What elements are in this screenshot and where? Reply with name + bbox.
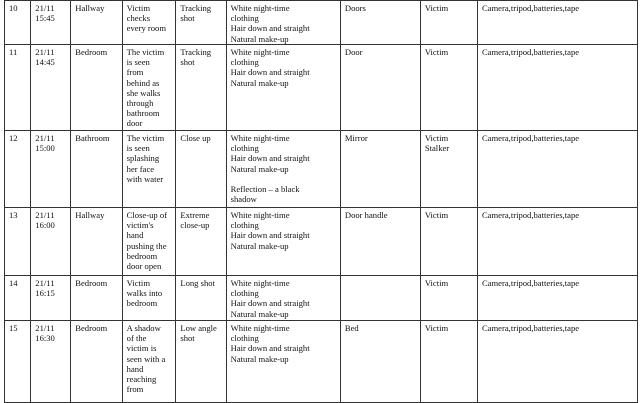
actors-cell: Victim Stalker [420,131,477,208]
description-cell: The victim is seen splashing her face with water [122,131,176,208]
props-cell: Door handle [340,208,420,276]
props-cell: Bed [340,321,420,403]
equipment-cell: Camera,tripod,batteries,tape [477,131,637,208]
table-row [5,1,638,45]
scene-number-cell: 15 [5,321,31,403]
costume-cell: White night-time clothing Hair down and straight Natural make-up [226,208,340,276]
equipment-cell: Camera,tripod,batteries,tape [477,208,637,276]
date-time-cell: 21/11 15:00 [31,131,71,208]
equipment-cell: Camera,tripod,batteries,tape [477,321,637,403]
description-cell: The victim is seen from behind as she walks through bathroom door [122,45,176,131]
table-row [5,45,638,131]
costume-cell: White night-time clothing Hair down and straight Natural make-up [226,45,340,131]
actors-cell: Victim [420,208,477,276]
shot-type-cell: Long shot [176,276,226,321]
date-time-cell: 21/11 16:15 [31,276,71,321]
table-row [5,321,638,403]
equipment-cell: Camera,tripod,batteries,tape [477,276,637,321]
scene-number-cell: 14 [5,276,31,321]
actors-cell: Victim [420,276,477,321]
scene-number-cell: 12 [5,131,31,208]
props-cell: Doors [340,1,420,45]
location-cell: Bedroom [71,321,122,403]
location-cell: Bedroom [71,276,122,321]
location-cell: Bathroom [71,131,122,208]
location-cell: Hallway [71,1,122,45]
props-cell [340,276,420,321]
date-time-cell: 21/11 16:30 [31,321,71,403]
description-cell: Victim checks every room [122,1,176,45]
costume-cell: White night-time clothing Hair down and straight Natural make-up [226,1,340,45]
scene-number-cell: 11 [5,45,31,131]
costume-cell: White night-time clothing Hair down and straight Natural make-up [226,276,340,321]
actors-cell: Victim [420,321,477,403]
table-row [5,131,638,208]
shot-type-cell: Tracking shot [176,45,226,131]
actors-cell: Victim [420,45,477,131]
scene-number-cell: 13 [5,208,31,276]
equipment-cell: Camera,tripod,batteries,tape [477,45,637,131]
shot-type-cell: Close up [176,131,226,208]
description-cell: A shadow of the victim is seen with a hand reaching from [122,321,176,403]
table-row [5,208,638,276]
costume-cell: White night-time clothing Hair down and straight Natural make-up Reflection – a black shadow [226,131,340,208]
description-cell: Victim walks into bedroom [122,276,176,321]
description-cell: Close-up of victim's hand pushing the bedroom door open [122,208,176,276]
location-cell: Hallway [71,208,122,276]
location-cell: Bedroom [71,45,122,131]
date-time-cell: 21/11 15:45 [31,1,71,45]
props-cell: Door [340,45,420,131]
shot-type-cell: Extreme close-up [176,208,226,276]
props-cell: Mirror [340,131,420,208]
date-time-cell: 21/11 14:45 [31,45,71,131]
actors-cell: Victim [420,1,477,45]
equipment-cell: Camera,tripod,batteries,tape [477,1,637,45]
table-row [5,276,638,321]
shot-type-cell: Low angle shot [176,321,226,403]
costume-cell: White night-time clothing Hair down and straight Natural make-up [226,321,340,403]
shooting-schedule-table [4,0,638,403]
shot-type-cell: Tracking shot [176,1,226,45]
date-time-cell: 21/11 16:00 [31,208,71,276]
scene-number-cell: 10 [5,1,31,45]
